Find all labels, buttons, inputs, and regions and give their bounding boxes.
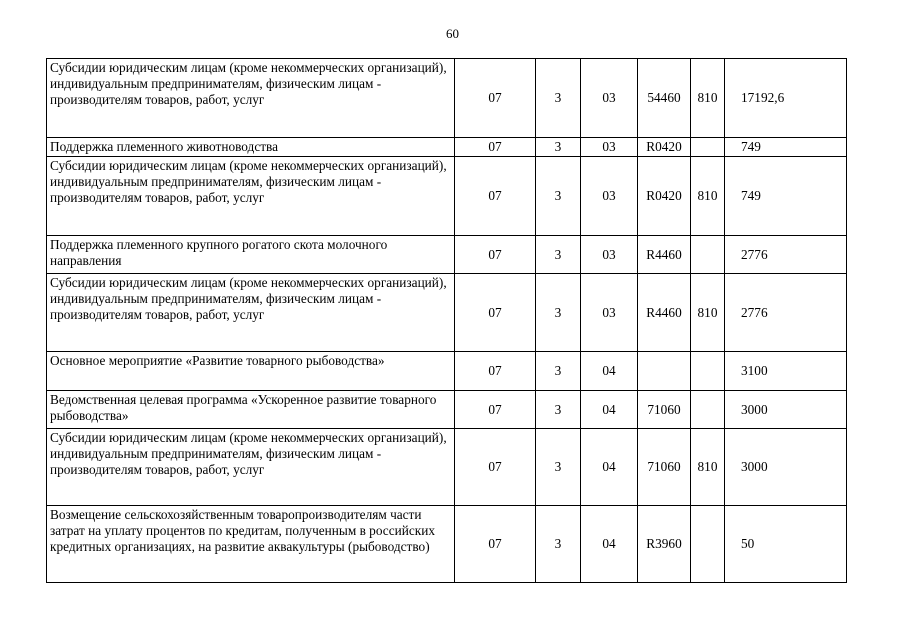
row-name: Возмещение сельскохозяйственным товаропроизводителям части затрат на уплату процентов по кредитам, полученным в российских кредитных организациях, на развитие аквакультуры (рыбоводство) — [47, 506, 455, 583]
section-code: 3 — [536, 157, 581, 236]
article-code: 71060 — [638, 429, 691, 506]
subsection-code: 04 — [581, 429, 638, 506]
table-row — [47, 391, 847, 429]
article-code: R0420 — [638, 138, 691, 157]
subsection-code: 04 — [581, 391, 638, 429]
section-code: 3 — [536, 391, 581, 429]
table-row — [47, 506, 847, 583]
row-name: Поддержка племенного крупного рогатого скота молочного направления — [47, 236, 455, 274]
amount: 3000 — [725, 429, 847, 506]
expense-code: 810 — [691, 157, 725, 236]
table-row — [47, 352, 847, 391]
subsection-code: 04 — [581, 506, 638, 583]
article-code: 71060 — [638, 391, 691, 429]
section-code: 3 — [536, 429, 581, 506]
article-code: R4460 — [638, 274, 691, 352]
article-code: R3960 — [638, 506, 691, 583]
amount: 749 — [725, 157, 847, 236]
section-code: 3 — [536, 274, 581, 352]
article-code: R4460 — [638, 236, 691, 274]
subsection-code: 04 — [581, 352, 638, 391]
article-code: R0420 — [638, 157, 691, 236]
row-name: Субсидии юридическим лицам (кроме некоммерческих организаций), индивидуальным предпринимателям, физическим лицам - производителям товаров, работ, услуг — [47, 274, 455, 352]
row-name: Субсидии юридическим лицам (кроме некоммерческих организаций), индивидуальным предпринимателям, физическим лицам - производителям товаров, работ, услуг — [47, 157, 455, 236]
expense-code — [691, 352, 725, 391]
amount: 3100 — [725, 352, 847, 391]
subsection-code: 03 — [581, 59, 638, 138]
page-number: 60 — [446, 26, 459, 41]
section-code: 3 — [536, 59, 581, 138]
ministry-code: 07 — [455, 429, 536, 506]
table-row — [47, 157, 847, 236]
subsection-code: 03 — [581, 157, 638, 236]
table-row — [47, 236, 847, 274]
section-code: 3 — [536, 236, 581, 274]
expense-code: 810 — [691, 429, 725, 506]
subsection-code: 03 — [581, 138, 638, 157]
row-name: Ведомственная целевая программа «Ускоренное развитие товарного рыбоводства» — [47, 391, 455, 429]
budget-table — [46, 58, 847, 583]
table-row — [47, 59, 847, 138]
ministry-code: 07 — [455, 236, 536, 274]
row-name: Субсидии юридическим лицам (кроме некоммерческих организаций), индивидуальным предпринимателям, физическим лицам - производителям товаров, работ, услуг — [47, 59, 455, 138]
expense-code — [691, 391, 725, 429]
row-name: Субсидии юридическим лицам (кроме некоммерческих организаций), индивидуальным предпринимателям, физическим лицам - производителям товаров, работ, услуг — [47, 429, 455, 506]
amount: 17192,6 — [725, 59, 847, 138]
ministry-code: 07 — [455, 274, 536, 352]
expense-code — [691, 506, 725, 583]
table-row — [47, 138, 847, 157]
table-row — [47, 429, 847, 506]
ministry-code: 07 — [455, 157, 536, 236]
amount: 749 — [725, 138, 847, 157]
ministry-code: 07 — [455, 391, 536, 429]
row-name: Основное мероприятие «Развитие товарного рыбоводства» — [47, 352, 455, 391]
expense-code: 810 — [691, 59, 725, 138]
ministry-code: 07 — [455, 352, 536, 391]
section-code: 3 — [536, 506, 581, 583]
ministry-code: 07 — [455, 506, 536, 583]
subsection-code: 03 — [581, 236, 638, 274]
article-code: 54460 — [638, 59, 691, 138]
expense-code — [691, 236, 725, 274]
ministry-code: 07 — [455, 138, 536, 157]
article-code — [638, 352, 691, 391]
amount: 2776 — [725, 236, 847, 274]
amount: 50 — [725, 506, 847, 583]
subsection-code: 03 — [581, 274, 638, 352]
table-row — [47, 274, 847, 352]
amount: 3000 — [725, 391, 847, 429]
section-code: 3 — [536, 352, 581, 391]
ministry-code: 07 — [455, 59, 536, 138]
section-code: 3 — [536, 138, 581, 157]
row-name: Поддержка племенного животноводства — [47, 138, 455, 157]
amount: 2776 — [725, 274, 847, 352]
expense-code — [691, 138, 725, 157]
expense-code: 810 — [691, 274, 725, 352]
